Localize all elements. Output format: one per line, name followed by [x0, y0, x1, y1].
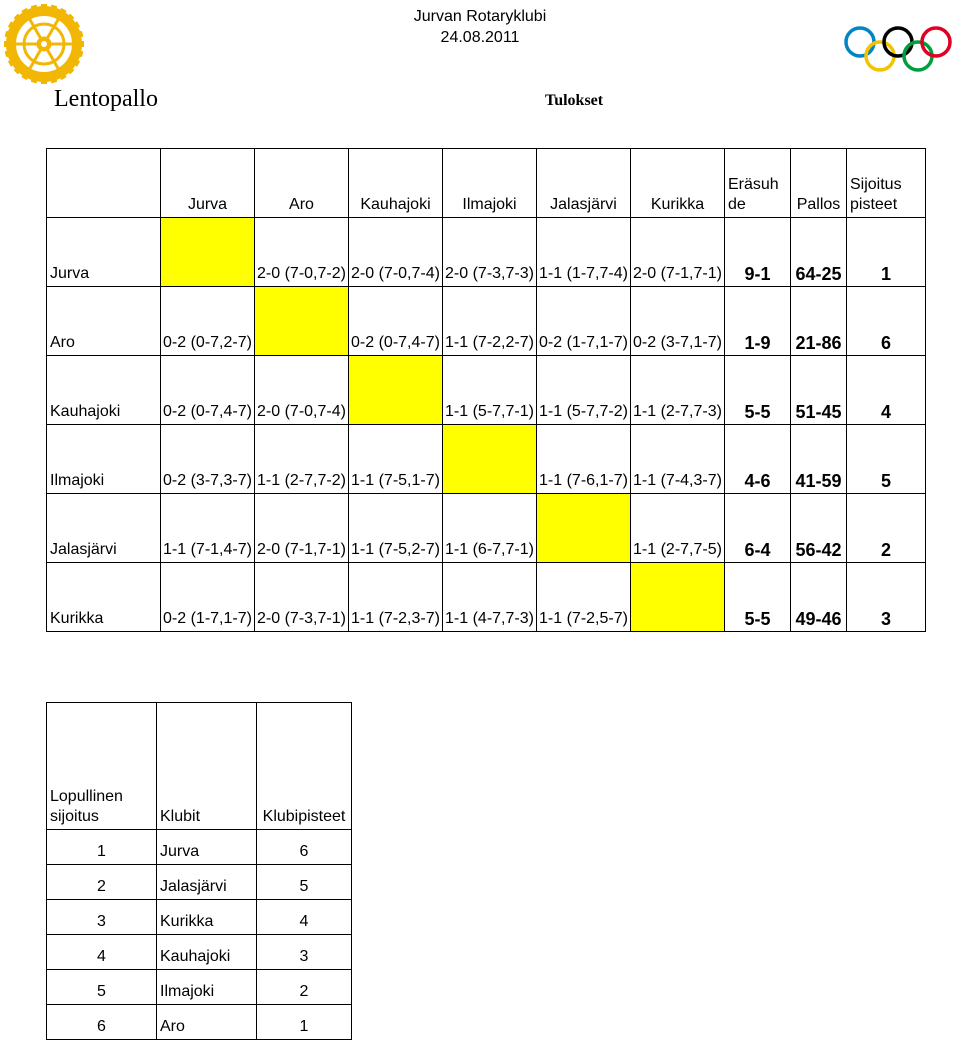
- results-header-row: [47, 149, 926, 218]
- match-score: 0-2 (1-7,1-7): [537, 287, 631, 356]
- placement: 2: [847, 494, 926, 563]
- set-ratio: 5-5: [725, 356, 791, 425]
- final-points: 3: [257, 935, 352, 970]
- match-score: 1-1 (2-7,7-5): [631, 494, 725, 563]
- column-header: Kurikka: [631, 149, 725, 218]
- match-score: 1-1 (2-7,7-2): [255, 425, 349, 494]
- match-score: 0-2 (3-7,3-7): [161, 425, 255, 494]
- column-header: Eräsuh de: [725, 149, 791, 218]
- point-ratio: 41-59: [791, 425, 847, 494]
- team-name: Jurva: [47, 218, 161, 287]
- match-score: 1-1 (7-2,2-7): [443, 287, 537, 356]
- match-score: 2-0 (7-1,7-1): [631, 218, 725, 287]
- match-score: 0-2 (3-7,1-7): [631, 287, 725, 356]
- final-points: 1: [257, 1005, 352, 1040]
- match-score: 2-0 (7-0,7-2): [255, 218, 349, 287]
- event-date: 24.08.2011: [440, 29, 520, 46]
- match-score: 1-1 (7-5,2-7): [349, 494, 443, 563]
- page-subtitle: Tulokset: [545, 92, 604, 109]
- match-score: 1-1 (4-7,7-3): [443, 563, 537, 632]
- final-place: 3: [47, 900, 157, 935]
- set-ratio: 9-1: [725, 218, 791, 287]
- set-ratio: 4-6: [725, 425, 791, 494]
- final-row: [47, 1005, 352, 1040]
- self-match-cell: [349, 356, 443, 425]
- match-score: 2-0 (7-0,7-4): [349, 218, 443, 287]
- final-row: [47, 935, 352, 970]
- set-ratio: 1-9: [725, 287, 791, 356]
- final-row: [47, 970, 352, 1005]
- match-score: 2-0 (7-1,7-1): [255, 494, 349, 563]
- final-column-header: Lopullinen sijoitus: [47, 703, 157, 830]
- match-score: 1-1 (7-4,3-7): [631, 425, 725, 494]
- match-score: 1-1 (7-5,1-7): [349, 425, 443, 494]
- match-score: 0-2 (0-7,4-7): [161, 356, 255, 425]
- team-row: [47, 287, 926, 356]
- match-score: 2-0 (7-0,7-4): [255, 356, 349, 425]
- olympic-ring: [922, 28, 950, 56]
- final-club: Kurikka: [157, 900, 257, 935]
- final-points: 6: [257, 830, 352, 865]
- column-header: Kauhajoki: [349, 149, 443, 218]
- point-ratio: 56-42: [791, 494, 847, 563]
- final-row: [47, 900, 352, 935]
- final-place: 4: [47, 935, 157, 970]
- rotary-logo: [2, 2, 86, 86]
- final-column-header: Klubit: [157, 703, 257, 830]
- match-score: 0-2 (0-7,2-7): [161, 287, 255, 356]
- final-place: 1: [47, 830, 157, 865]
- final-column-header: Klubipisteet: [257, 703, 352, 830]
- column-header: Sijoitus pisteet: [847, 149, 926, 218]
- team-name: Aro: [47, 287, 161, 356]
- placement: 6: [847, 287, 926, 356]
- self-match-cell: [537, 494, 631, 563]
- self-match-cell: [443, 425, 537, 494]
- match-score: 1-1 (1-7,7-4): [537, 218, 631, 287]
- self-match-cell: [161, 218, 255, 287]
- self-match-cell: [631, 563, 725, 632]
- match-score: 0-2 (1-7,1-7): [161, 563, 255, 632]
- olympic-ring: [866, 42, 894, 70]
- olympic-rings-logo: [840, 26, 956, 78]
- corner-cell: [47, 149, 161, 218]
- final-club: Kauhajoki: [157, 935, 257, 970]
- match-score: 1-1 (7-1,4-7): [161, 494, 255, 563]
- team-row: [47, 218, 926, 287]
- final-club: Jurva: [157, 830, 257, 865]
- team-name: Kurikka: [47, 563, 161, 632]
- match-score: 1-1 (7-2,3-7): [349, 563, 443, 632]
- final-place: 5: [47, 970, 157, 1005]
- column-header: Pallos: [791, 149, 847, 218]
- match-score: 1-1 (7-2,5-7): [537, 563, 631, 632]
- match-score: 1-1 (6-7,7-1): [443, 494, 537, 563]
- placement: 5: [847, 425, 926, 494]
- point-ratio: 21-86: [791, 287, 847, 356]
- point-ratio: 64-25: [791, 218, 847, 287]
- final-standings-table: [46, 702, 352, 1040]
- final-points: 5: [257, 865, 352, 900]
- page-title: Lentopallo: [54, 86, 158, 112]
- results-table: [46, 148, 926, 632]
- team-name: Ilmajoki: [47, 425, 161, 494]
- column-header: Aro: [255, 149, 349, 218]
- match-score: 1-1 (5-7,7-2): [537, 356, 631, 425]
- match-score: 1-1 (7-6,1-7): [537, 425, 631, 494]
- column-header: Jurva: [161, 149, 255, 218]
- match-score: 2-0 (7-3,7-3): [443, 218, 537, 287]
- final-points: 4: [257, 900, 352, 935]
- final-row: [47, 830, 352, 865]
- final-points: 2: [257, 970, 352, 1005]
- team-row: [47, 425, 926, 494]
- column-header: Jalasjärvi: [537, 149, 631, 218]
- team-name: Jalasjärvi: [47, 494, 161, 563]
- final-club: Ilmajoki: [157, 970, 257, 1005]
- club-title: [380, 6, 580, 48]
- team-name: Kauhajoki: [47, 356, 161, 425]
- match-score: 0-2 (0-7,4-7): [349, 287, 443, 356]
- final-club: Jalasjärvi: [157, 865, 257, 900]
- column-header: Ilmajoki: [443, 149, 537, 218]
- match-score: 1-1 (2-7,7-3): [631, 356, 725, 425]
- final-header-row: [47, 703, 352, 830]
- olympic-ring: [884, 28, 912, 56]
- team-row: [47, 494, 926, 563]
- self-match-cell: [255, 287, 349, 356]
- final-club: Aro: [157, 1005, 257, 1040]
- match-score: 2-0 (7-3,7-1): [255, 563, 349, 632]
- set-ratio: 6-4: [725, 494, 791, 563]
- final-row: [47, 865, 352, 900]
- placement: 3: [847, 563, 926, 632]
- team-row: [47, 356, 926, 425]
- set-ratio: 5-5: [725, 563, 791, 632]
- point-ratio: 51-45: [791, 356, 847, 425]
- team-row: [47, 563, 926, 632]
- placement: 4: [847, 356, 926, 425]
- final-place: 6: [47, 1005, 157, 1040]
- olympic-ring: [904, 42, 932, 70]
- point-ratio: 49-46: [791, 563, 847, 632]
- match-score: 1-1 (5-7,7-1): [443, 356, 537, 425]
- placement: 1: [847, 218, 926, 287]
- final-place: 2: [47, 865, 157, 900]
- club-name: Jurvan Rotaryklubi: [413, 8, 547, 25]
- olympic-ring: [846, 28, 874, 56]
